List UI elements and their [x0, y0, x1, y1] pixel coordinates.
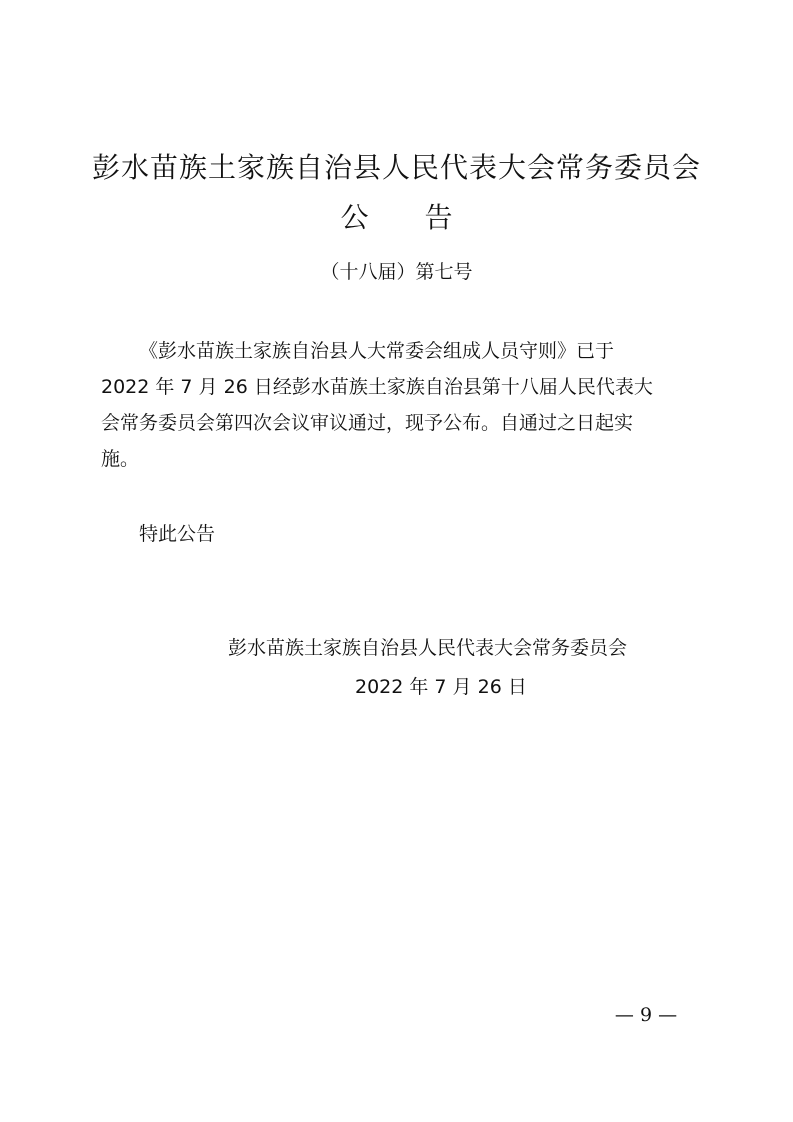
body-line: 会常务委员会第四次会议审议通过，现予公布。自通过之日起实 — [101, 412, 634, 434]
issue-number: （十八届）第七号 — [320, 261, 473, 283]
announcement-heading-char: 公 — [340, 201, 369, 234]
announcement-heading — [0, 202, 793, 234]
announcement-body — [101, 333, 701, 477]
signature-organization: 彭水苗族土家族自治县人民代表大会常务委员会 — [228, 637, 628, 659]
body-line: 《彭水苗族土家族自治县人大常委会组成人员守则》已于 — [139, 340, 615, 362]
closing-statement: 特此公告 — [139, 523, 216, 545]
announcement-issuer-title: 彭水苗族土家族自治县人民代表大会常务委员会 — [91, 151, 701, 184]
announcement-heading-char: 告 — [424, 201, 453, 234]
signature-date: 2022 年 7 月 26 日 — [355, 676, 527, 698]
body-line: 施。 — [101, 448, 140, 470]
page-number: — 9 — — [614, 1004, 678, 1026]
body-line: 2022 年 7 月 26 日经彭水苗族土家族自治县第十八届人民代表大 — [101, 376, 653, 398]
